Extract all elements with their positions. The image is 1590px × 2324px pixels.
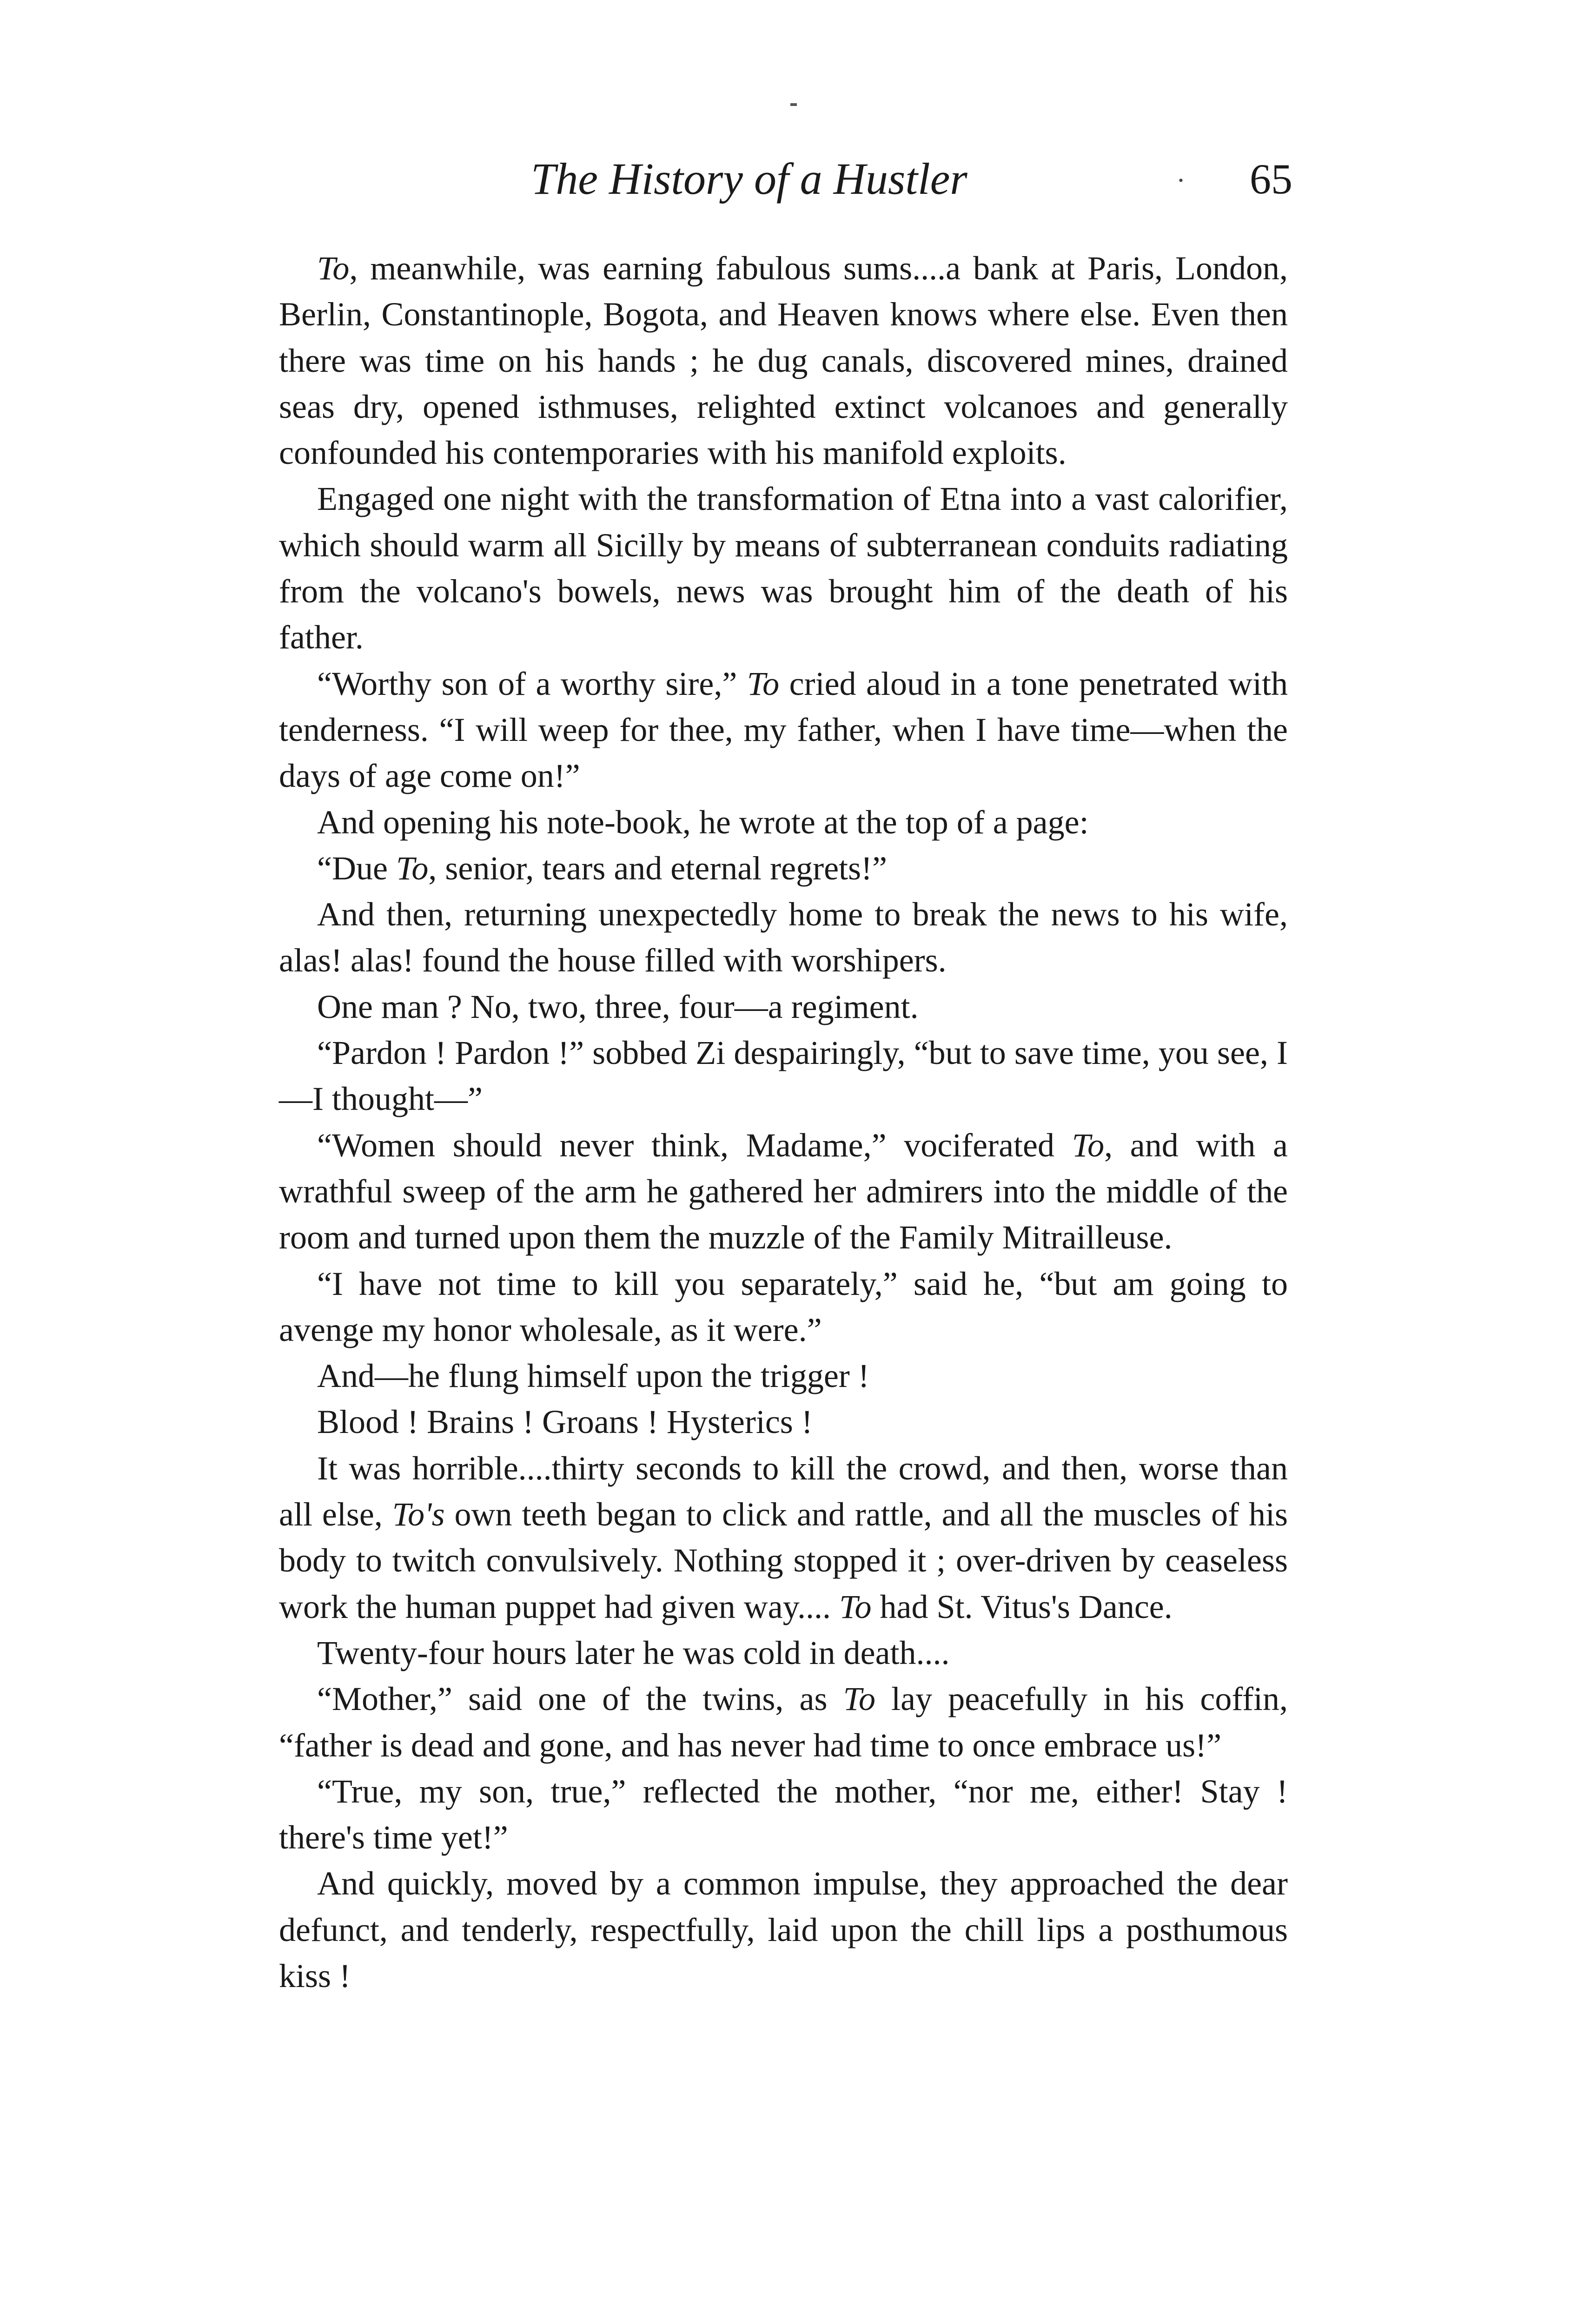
head-dot: · [1176, 165, 1186, 196]
paragraph [279, 1676, 1288, 1769]
paragraph [279, 245, 1288, 476]
paragraph [279, 661, 1288, 799]
print-mark [790, 103, 797, 106]
paragraph-text: It was horrible....thirty seconds to kill the crowd, and then, worse than all else, [279, 1449, 1288, 1533]
paragraph-text: had St. Vitus's Dance. [871, 1588, 1173, 1625]
paragraph [279, 1630, 1288, 1676]
paragraph [279, 1861, 1288, 1999]
paragraph [279, 1261, 1288, 1353]
italic-name-text: To [396, 849, 429, 887]
paragraph-text: “Pardon ! Pardon !” sobbed Zi despairingly, “but to save time, you see, I—I thought—” [279, 1034, 1288, 1118]
paragraph [279, 1769, 1288, 1861]
italic-name-text: To [843, 1680, 876, 1718]
paragraph [279, 984, 1288, 1030]
paragraph-text: Twenty-four hours later he was cold in death.... [317, 1634, 950, 1671]
paragraph [279, 1030, 1288, 1122]
paragraph-text: , meanwhile, was earning fabulous sums....a bank at Paris, London, Berlin, Constantinople, Bogota, and Heaven knows where else. Even then there was time on his hands ; he dug canals, discovered mines, drained seas dry, opened isthmuses, relighted extinct volcanoes and generally confounded his contemporaries with his manifold exploits. [279, 250, 1288, 472]
paragraph [279, 891, 1288, 984]
paragraph-text: And opening his note-book, he wrote at the top of a page: [317, 803, 1089, 841]
paragraph [279, 1122, 1288, 1261]
paragraph-text: “Women should never think, Madame,” vociferated [317, 1126, 1072, 1164]
paragraph-text: “I have not time to kill you separately,” said he, “but am going to avenge my honor wholesale, as it were.” [279, 1265, 1288, 1348]
paragraph-text: One man ? No, two, three, four—a regiment. [317, 988, 919, 1025]
paragraph-text: “Due [317, 849, 396, 887]
italic-name-text: To [747, 665, 780, 702]
paragraph-text: cried aloud in a tone penetrated with tenderness. “I will weep for thee, my father, when I have time—when the days of age come on!” [279, 665, 1288, 795]
paragraph-text: “Mother,” said one of the twins, as [317, 1680, 843, 1718]
italic-name-text: To's [392, 1496, 445, 1533]
paragraph-text: , senior, tears and eternal regrets!” [428, 849, 887, 887]
paragraph-text: own teeth began to click and rattle, and all the muscles of his body to twitch convulsively. Nothing stopped it ; over-driven by ceaseless work the human puppet had given way.... [279, 1496, 1288, 1625]
paragraph [279, 1399, 1288, 1445]
running-title: The History of a Hustler [531, 154, 967, 204]
paragraph-text: lay peacefully in his coffin, “father is dead and gone, and has never had time to once embrace us!” [279, 1680, 1288, 1764]
paragraph-text: “Worthy son of a worthy sire,” [317, 665, 747, 702]
paragraph-text: Blood ! Brains ! Groans ! Hysterics ! [317, 1403, 813, 1441]
italic-name-text: To [317, 250, 350, 287]
paragraph-text: “True, my son, true,” reflected the mother, “nor me, either! Stay ! there's time yet!” [279, 1772, 1288, 1856]
paragraph [279, 476, 1288, 660]
paragraph [279, 1353, 1288, 1399]
italic-name-text: To [839, 1588, 872, 1625]
paragraph [279, 799, 1288, 845]
paragraph-text: And quickly, moved by a common impulse, they approached the dear defunct, and tenderly, respectfully, laid upon the chill lips a posthumous kiss ! [279, 1865, 1288, 1994]
italic-name-text: To [1072, 1126, 1105, 1164]
paragraph [279, 845, 1288, 891]
paragraph [279, 1446, 1288, 1630]
paragraph-text: And then, returning unexpectedly home to break the news to his wife, alas! alas! found the house filled with worshipers. [279, 896, 1288, 979]
running-head [279, 144, 1292, 214]
page-number: 65 [1250, 155, 1292, 203]
paragraph-text: And—he flung himself upon the trigger ! [317, 1357, 869, 1395]
paragraph-text: , and with a wrathful sweep of the arm he gathered her admirers into the middle of the room and turned upon them the muzzle of the Family Mitrailleuse. [279, 1126, 1288, 1256]
body-text [279, 245, 1288, 1999]
paragraph-text: Engaged one night with the transformation of Etna into a vast calorifier, which should warm all Sicilly by means of subterranean conduits radiating from the volcano's bowels, news was brought him of the death of his father. [279, 480, 1288, 656]
